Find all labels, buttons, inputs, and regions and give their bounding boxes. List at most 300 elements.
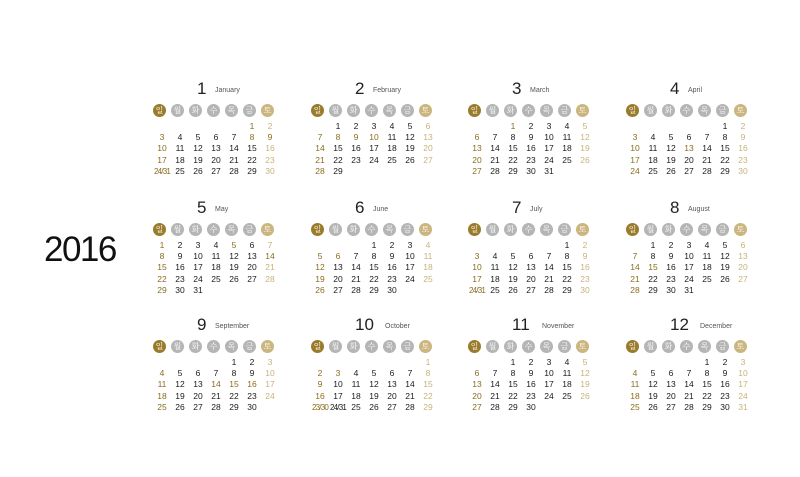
- day-cell: 13: [684, 143, 694, 154]
- empty-day-cell: [468, 121, 486, 132]
- day-cell: 13: [666, 379, 676, 390]
- weekday-badge: 토: [261, 104, 274, 117]
- day-grid: [468, 121, 594, 177]
- month-header: [311, 199, 447, 221]
- weekday-badge: 수: [207, 340, 220, 353]
- weekday-badge: 목: [225, 104, 238, 117]
- day-cell: 7: [492, 368, 498, 379]
- day-cell: 13: [211, 143, 221, 154]
- weekday-header-row: [468, 222, 604, 237]
- day-cell: 6: [213, 132, 219, 143]
- day-cell: 25: [387, 154, 397, 165]
- weekday-header-row: [311, 222, 447, 237]
- day-cell: 31: [544, 165, 554, 176]
- day-cell: 16: [526, 143, 536, 154]
- day-cell: 18: [175, 154, 185, 165]
- day-cell: 7: [231, 132, 237, 143]
- day-cell: 17: [544, 379, 554, 390]
- day-cell: 6: [195, 368, 201, 379]
- day-cell: 29: [333, 165, 343, 176]
- month-october: [311, 316, 447, 413]
- day-cell: 28: [490, 165, 500, 176]
- weekday-badge: 수: [680, 223, 693, 236]
- weekday-badge: 화: [347, 340, 360, 353]
- month-november: [468, 316, 604, 413]
- month-march: [468, 80, 604, 177]
- day-cell: 3: [546, 357, 552, 367]
- day-cell: 11: [423, 251, 433, 262]
- weekday-badge: 일: [468, 104, 481, 117]
- weekday-badge: 월: [329, 104, 342, 117]
- day-cell: 20: [333, 273, 343, 284]
- weekday-badge: 금: [716, 223, 729, 236]
- month-name: October: [385, 323, 410, 330]
- day-cell: 20: [423, 143, 433, 154]
- day-cell: 9: [317, 379, 323, 390]
- day-cell: 24/31: [153, 166, 171, 176]
- empty-day-cell: [207, 357, 225, 368]
- weekday-badge: 목: [383, 340, 396, 353]
- day-cell: 4: [704, 240, 710, 250]
- day-cell: 18: [648, 154, 658, 165]
- month-header: [626, 199, 762, 221]
- day-cell: 14: [544, 262, 554, 273]
- day-cell: 30: [580, 284, 590, 295]
- weekday-badge: 화: [189, 104, 202, 117]
- weekday-badge: 토: [261, 223, 274, 236]
- month-header: [153, 316, 289, 338]
- month-name: January: [215, 87, 240, 94]
- day-cell: 2: [668, 240, 674, 250]
- day-cell: 16: [265, 143, 275, 154]
- day-cell: 17: [405, 262, 415, 273]
- day-cell: 16: [387, 262, 397, 273]
- month-header: [311, 316, 447, 338]
- month-number: 3: [512, 79, 522, 98]
- day-cell: 13: [526, 262, 536, 273]
- day-cell: 20: [666, 390, 676, 401]
- day-cell: 10: [738, 368, 748, 379]
- day-cell: 3: [159, 132, 165, 143]
- month-name: November: [542, 323, 575, 330]
- day-cell: 19: [315, 273, 325, 284]
- day-cell: 13: [738, 251, 748, 262]
- weekday-badge: 월: [644, 104, 657, 117]
- day-cell: 30: [526, 165, 536, 176]
- weekday-badge: 수: [522, 223, 535, 236]
- day-cell: 27: [684, 165, 694, 176]
- day-cell: 11: [630, 379, 640, 390]
- empty-day-cell: [383, 166, 401, 177]
- day-cell: 3: [267, 357, 273, 367]
- day-cell: 20: [472, 154, 482, 165]
- day-cell: 5: [650, 368, 656, 379]
- day-cell: 12: [315, 262, 325, 273]
- day-cell: 9: [177, 251, 183, 262]
- day-cell: 15: [333, 143, 343, 154]
- day-cell: 25: [630, 401, 640, 412]
- day-cell: 15: [562, 262, 572, 273]
- day-cell: 28: [265, 273, 275, 284]
- empty-day-cell: [626, 121, 644, 132]
- day-cell: 14: [211, 379, 221, 390]
- day-cell: 8: [425, 368, 431, 379]
- day-cell: 22: [333, 154, 343, 165]
- weekday-badge: 금: [243, 223, 256, 236]
- day-cell: 26: [720, 273, 730, 284]
- day-cell: 5: [722, 240, 728, 250]
- day-cell: 24: [544, 390, 554, 401]
- weekday-badge: 수: [365, 340, 378, 353]
- weekday-header-row: [626, 339, 762, 354]
- day-cell: 25: [351, 401, 361, 412]
- day-cell: 29: [702, 401, 712, 412]
- day-cell: 16: [247, 379, 257, 390]
- day-cell: 22: [423, 390, 433, 401]
- day-cell: 26: [580, 390, 590, 401]
- day-cell: 31: [193, 284, 203, 295]
- day-cell: 28: [630, 284, 640, 295]
- month-name: February: [373, 87, 402, 94]
- month-name: April: [688, 87, 703, 94]
- day-cell: 28: [684, 401, 694, 412]
- day-cell: 12: [508, 262, 518, 273]
- weekday-badge: 일: [153, 340, 166, 353]
- day-cell: 4: [564, 121, 570, 131]
- day-cell: 21: [351, 273, 361, 284]
- day-cell: 7: [213, 368, 219, 379]
- day-cell: 26: [315, 284, 325, 295]
- weekday-header-row: [153, 103, 289, 118]
- day-cell: 12: [580, 132, 590, 143]
- day-cell: 22: [720, 154, 730, 165]
- day-cell: 29: [247, 165, 257, 176]
- day-cell: 28: [229, 165, 239, 176]
- weekday-badge: 수: [680, 104, 693, 117]
- day-cell: 30: [247, 401, 257, 412]
- day-cell: 8: [231, 368, 237, 379]
- day-cell: 7: [546, 251, 552, 262]
- day-grid: [468, 240, 594, 296]
- day-cell: 11: [175, 143, 185, 154]
- empty-day-cell: [153, 121, 171, 132]
- weekday-header-row: [153, 222, 289, 237]
- day-cell: 12: [193, 143, 203, 154]
- weekday-badge: 금: [716, 104, 729, 117]
- day-cell: 16: [580, 262, 590, 273]
- day-cell: 21: [315, 154, 325, 165]
- weekday-badge: 월: [171, 340, 184, 353]
- weekday-badge: 목: [540, 104, 553, 117]
- month-may: [153, 199, 289, 296]
- day-cell: 6: [686, 132, 692, 143]
- day-cell: 28: [351, 284, 361, 295]
- empty-day-cell: [716, 285, 734, 296]
- day-cell: 13: [193, 379, 203, 390]
- month-name: July: [530, 206, 543, 213]
- day-cell: 29: [157, 284, 167, 295]
- day-cell: 25: [562, 154, 572, 165]
- day-cell: 29: [720, 165, 730, 176]
- day-cell: 10: [405, 251, 415, 262]
- day-cell: 1: [650, 240, 656, 250]
- month-february: [311, 80, 447, 177]
- day-cell: 24: [193, 273, 203, 284]
- day-cell: 27: [472, 401, 482, 412]
- day-cell: 24: [684, 273, 694, 284]
- weekday-badge: 화: [662, 340, 675, 353]
- weekday-badge: 화: [504, 340, 517, 353]
- weekday-header-row: [626, 222, 762, 237]
- day-cell: 17: [265, 379, 275, 390]
- empty-day-cell: [680, 121, 698, 132]
- day-cell: 14: [684, 379, 694, 390]
- day-cell: 4: [632, 368, 638, 379]
- day-cell: 13: [423, 132, 433, 143]
- empty-day-cell: [347, 240, 365, 251]
- day-cell: 24: [405, 273, 415, 284]
- weekday-badge: 수: [365, 104, 378, 117]
- day-cell: 11: [157, 379, 167, 390]
- empty-day-cell: [261, 285, 279, 296]
- weekday-header-row: [153, 339, 289, 354]
- day-cell: 20: [247, 262, 257, 273]
- empty-day-cell: [558, 166, 576, 177]
- day-cell: 9: [740, 132, 746, 143]
- day-cell: 29: [508, 165, 518, 176]
- day-cell: 13: [387, 379, 397, 390]
- day-cell: 12: [648, 379, 658, 390]
- month-header: [153, 199, 289, 221]
- day-cell: 25: [702, 273, 712, 284]
- day-cell: 22: [648, 273, 658, 284]
- day-cell: 18: [630, 390, 640, 401]
- weekday-badge: 금: [558, 223, 571, 236]
- day-cell: 8: [564, 251, 570, 262]
- weekday-badge: 일: [153, 104, 166, 117]
- day-cell: 14: [490, 379, 500, 390]
- day-cell: 22: [247, 154, 257, 165]
- day-grid: [153, 240, 279, 296]
- month-header: [468, 199, 604, 221]
- day-cell: 30: [526, 401, 536, 412]
- day-cell: 12: [720, 251, 730, 262]
- weekday-badge: 금: [558, 340, 571, 353]
- day-cell: 14: [229, 143, 239, 154]
- day-grid: [468, 357, 594, 413]
- day-cell: 11: [387, 132, 397, 143]
- day-cell: 21: [630, 273, 640, 284]
- weekday-badge: 목: [698, 340, 711, 353]
- day-cell: 4: [353, 368, 359, 379]
- weekday-badge: 토: [734, 340, 747, 353]
- day-cell: 15: [247, 143, 257, 154]
- day-cell: 18: [562, 379, 572, 390]
- month-header: [626, 316, 762, 338]
- day-cell: 27: [423, 154, 433, 165]
- day-cell: 8: [249, 132, 255, 143]
- day-cell: 9: [668, 251, 674, 262]
- day-cell: 11: [562, 368, 572, 379]
- day-cell: 31: [738, 401, 748, 412]
- empty-day-cell: [383, 357, 401, 368]
- weekday-badge: 금: [243, 104, 256, 117]
- day-cell: 5: [582, 121, 588, 131]
- month-june: [311, 199, 447, 296]
- day-cell: 24/31: [468, 285, 486, 295]
- year-title: 2016: [44, 230, 116, 269]
- day-cell: 3: [371, 121, 377, 131]
- month-number: 10: [355, 315, 374, 334]
- day-cell: 11: [702, 251, 712, 262]
- day-cell: 4: [564, 357, 570, 367]
- empty-day-cell: [522, 240, 540, 251]
- weekday-badge: 화: [662, 104, 675, 117]
- day-grid: [311, 357, 437, 413]
- month-number: 5: [197, 198, 207, 217]
- day-cell: 27: [738, 273, 748, 284]
- day-cell: 14: [702, 143, 712, 154]
- day-cell: 30: [666, 284, 676, 295]
- weekday-badge: 목: [540, 223, 553, 236]
- day-cell: 15: [369, 262, 379, 273]
- day-cell: 13: [333, 262, 343, 273]
- day-cell: 23: [175, 273, 185, 284]
- day-cell: 1: [425, 357, 431, 367]
- day-cell: 25: [648, 165, 658, 176]
- day-cell: 12: [580, 368, 590, 379]
- day-cell: 11: [351, 379, 361, 390]
- day-cell: 25: [490, 284, 500, 295]
- month-header: [468, 80, 604, 102]
- empty-day-cell: [698, 285, 716, 296]
- weekday-badge: 수: [522, 104, 535, 117]
- empty-day-cell: [558, 402, 576, 413]
- month-number: 4: [670, 79, 680, 98]
- day-cell: 3: [335, 368, 341, 379]
- day-cell: 19: [580, 379, 590, 390]
- month-number: 7: [512, 198, 522, 217]
- day-cell: 2: [249, 357, 255, 367]
- day-cell: 3: [474, 251, 480, 262]
- weekday-badge: 토: [419, 340, 432, 353]
- day-cell: 3: [407, 240, 413, 250]
- day-cell: 30: [720, 401, 730, 412]
- day-cell: 5: [177, 368, 183, 379]
- empty-day-cell: [662, 357, 680, 368]
- day-cell: 8: [704, 368, 710, 379]
- day-cell: 2: [740, 121, 746, 131]
- day-cell: 28: [315, 165, 325, 176]
- day-cell: 30: [175, 284, 185, 295]
- weekday-badge: 목: [698, 104, 711, 117]
- day-cell: 19: [175, 390, 185, 401]
- empty-day-cell: [365, 357, 383, 368]
- weekday-badge: 목: [383, 104, 396, 117]
- month-name: March: [530, 87, 550, 94]
- day-cell: 23: [265, 154, 275, 165]
- weekday-badge: 월: [329, 340, 342, 353]
- day-cell: 27: [666, 401, 676, 412]
- weekday-badge: 화: [504, 104, 517, 117]
- day-cell: 15: [229, 379, 239, 390]
- day-cell: 26: [193, 165, 203, 176]
- day-cell: 23: [351, 154, 361, 165]
- day-cell: 22: [508, 390, 518, 401]
- month-number: 1: [197, 79, 207, 98]
- day-cell: 5: [582, 357, 588, 367]
- day-grid: [153, 357, 279, 413]
- day-cell: 22: [229, 390, 239, 401]
- day-cell: 20: [193, 390, 203, 401]
- day-cell: 21: [544, 273, 554, 284]
- day-cell: 14: [265, 251, 275, 262]
- weekday-badge: 금: [716, 340, 729, 353]
- day-cell: 17: [193, 262, 203, 273]
- day-cell: 17: [630, 154, 640, 165]
- weekday-badge: 금: [243, 340, 256, 353]
- day-cell: 23: [666, 273, 676, 284]
- weekday-badge: 월: [644, 340, 657, 353]
- day-cell: 8: [650, 251, 656, 262]
- day-cell: 6: [249, 240, 255, 250]
- day-cell: 15: [508, 143, 518, 154]
- empty-day-cell: [311, 357, 329, 368]
- weekday-badge: 월: [171, 104, 184, 117]
- empty-day-cell: [153, 357, 171, 368]
- day-cell: 17: [333, 390, 343, 401]
- day-cell: 26: [666, 165, 676, 176]
- day-cell: 7: [492, 132, 498, 143]
- day-cell: 5: [510, 251, 516, 262]
- day-cell: 7: [704, 132, 710, 143]
- month-april: [626, 80, 762, 177]
- day-cell: 6: [474, 132, 480, 143]
- day-cell: 19: [508, 273, 518, 284]
- weekday-badge: 일: [468, 340, 481, 353]
- weekday-badge: 목: [698, 223, 711, 236]
- day-cell: 27: [333, 284, 343, 295]
- weekday-header-row: [311, 103, 447, 118]
- day-cell: 16: [720, 379, 730, 390]
- month-header: [626, 80, 762, 102]
- day-cell: 15: [648, 262, 658, 273]
- day-cell: 7: [407, 368, 413, 379]
- day-cell: 22: [562, 273, 572, 284]
- day-cell: 21: [405, 390, 415, 401]
- day-cell: 2: [722, 357, 728, 367]
- day-cell: 8: [510, 132, 516, 143]
- day-cell: 31: [684, 284, 694, 295]
- month-number: 2: [355, 79, 365, 98]
- empty-day-cell: [401, 357, 419, 368]
- empty-day-cell: [734, 285, 752, 296]
- weekday-badge: 목: [540, 340, 553, 353]
- weekday-badge: 일: [311, 104, 324, 117]
- day-cell: 23: [247, 390, 257, 401]
- day-cell: 2: [389, 240, 395, 250]
- day-cell: 26: [508, 284, 518, 295]
- day-cell: 15: [157, 262, 167, 273]
- day-cell: 23: [720, 390, 730, 401]
- day-cell: 17: [472, 273, 482, 284]
- empty-day-cell: [329, 240, 347, 251]
- day-cell: 10: [333, 379, 343, 390]
- day-cell: 27: [247, 273, 257, 284]
- month-name: June: [373, 206, 389, 213]
- day-cell: 17: [544, 143, 554, 154]
- day-cell: 28: [211, 401, 221, 412]
